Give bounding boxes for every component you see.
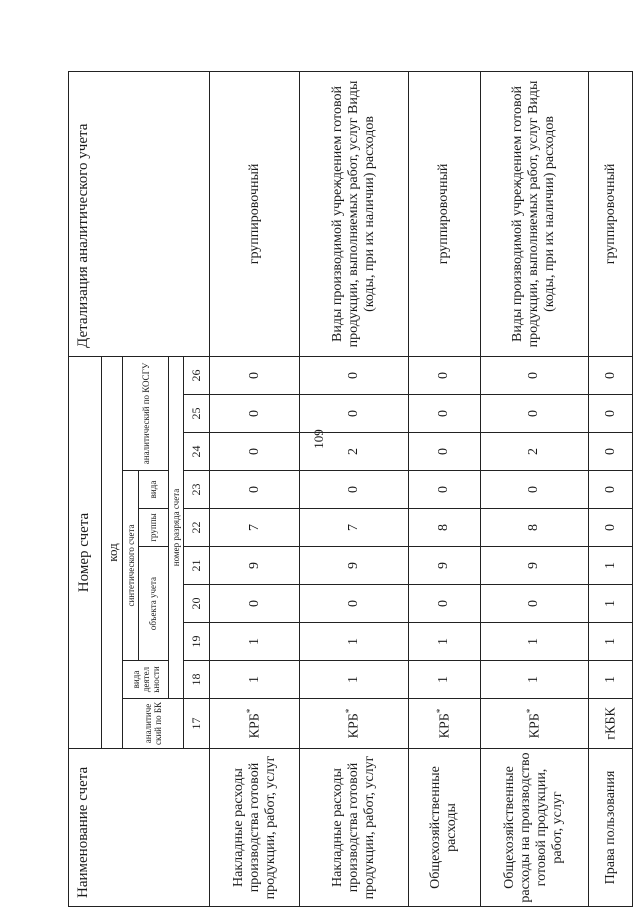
code-cell: 8 — [408, 509, 480, 547]
code-cell: 7 — [210, 509, 299, 547]
code-cell: 9 — [480, 547, 589, 585]
code-value: КРБ — [247, 713, 263, 739]
header-digit-number: номер разряда счета — [169, 356, 184, 698]
digit-23: 23 — [184, 471, 210, 509]
code-cell — [408, 699, 480, 749]
code-cell: 2 — [480, 433, 589, 471]
detail-cell: Виды производимой учреждением готовой продукции, выполняемых работ, услуг Виды (коды, при их наличии) расходов — [299, 71, 408, 356]
code-value: КРБ — [437, 713, 453, 739]
detail-cell: группировочный — [589, 71, 633, 356]
code-cell: 0 — [480, 395, 589, 433]
digit-26: 26 — [184, 356, 210, 394]
account-name: Накладные расходы производства готовой продукции, работ, услуг — [299, 749, 408, 907]
code-cell: 1 — [589, 547, 633, 585]
code-cell: 0 — [480, 471, 589, 509]
table-row — [408, 71, 480, 906]
code-cell: 1 — [589, 661, 633, 699]
digit-19: 19 — [184, 623, 210, 661]
header-analytic-detail: Детализация аналитического учета — [69, 71, 210, 356]
table-row — [480, 71, 589, 906]
table-container — [68, 72, 633, 907]
code-cell: 0 — [299, 356, 408, 394]
code-cell: 0 — [210, 356, 299, 394]
code-value: КРБ — [527, 713, 543, 739]
header-analytic-kosgu: аналитический по КОСГУ — [123, 356, 169, 470]
table-row — [299, 71, 408, 906]
code-cell: 0 — [589, 356, 633, 394]
code-cell: 0 — [408, 433, 480, 471]
table-row — [210, 71, 299, 906]
code-cell: 1 — [408, 623, 480, 661]
digit-24: 24 — [184, 433, 210, 471]
digit-25: 25 — [184, 395, 210, 433]
header-analytic-bk: аналитиче ский по БК — [123, 699, 184, 749]
code-cell: 0 — [408, 356, 480, 394]
page-number: 109 — [310, 429, 326, 449]
header-group: группы — [138, 509, 168, 547]
code-cell: 0 — [210, 433, 299, 471]
footnote-mark: * — [245, 708, 256, 714]
header-synthetic: синтетического счета — [123, 471, 138, 661]
code-cell: 0 — [480, 585, 589, 623]
rotated-page — [68, 72, 633, 907]
footnote-mark: * — [344, 708, 355, 714]
header-accounting-object: объекта учета — [138, 547, 168, 661]
code-cell: 0 — [589, 433, 633, 471]
header-code: код — [101, 356, 123, 748]
code-cell: 9 — [299, 547, 408, 585]
digit-18: 18 — [184, 661, 210, 699]
header-account-name: Наименование счета — [69, 749, 210, 907]
footnote-mark: * — [525, 708, 536, 714]
code-cell: 1 — [299, 661, 408, 699]
account-name: Накладные расходы производства готовой продукции, работ, услуг — [210, 749, 299, 907]
header-kind: вида — [138, 471, 168, 509]
code-cell: 1 — [299, 623, 408, 661]
code-cell: 9 — [210, 547, 299, 585]
detail-cell: Виды производимой учреждением готовой продукции, выполняемых работ, услуг Виды (коды, при их наличии) расходов — [480, 71, 589, 356]
code-cell: 0 — [589, 471, 633, 509]
code-cell: 0 — [589, 395, 633, 433]
code-cell: 0 — [299, 471, 408, 509]
code-cell: 0 — [408, 395, 480, 433]
code-cell: 1 — [210, 661, 299, 699]
code-cell: 0 — [299, 585, 408, 623]
digit-17: 17 — [184, 699, 210, 749]
code-cell — [589, 699, 633, 749]
code-cell: 0 — [408, 471, 480, 509]
digit-20: 20 — [184, 585, 210, 623]
footnote-mark: * — [434, 708, 445, 714]
code-cell: 0 — [589, 509, 633, 547]
account-name: Общехозяйственные расходы — [408, 749, 480, 907]
detail-cell: группировочный — [210, 71, 299, 356]
table-row — [589, 71, 633, 906]
code-cell: 1 — [480, 661, 589, 699]
code-cell: 0 — [210, 585, 299, 623]
code-cell — [480, 699, 589, 749]
code-cell: 7 — [299, 509, 408, 547]
code-cell: 8 — [480, 509, 589, 547]
code-cell: 0 — [210, 395, 299, 433]
detail-cell: группировочный — [408, 71, 480, 356]
code-cell: 0 — [299, 395, 408, 433]
code-cell: 1 — [210, 623, 299, 661]
header-account-number: Номер счета — [69, 356, 102, 748]
account-name: Права пользования — [589, 749, 633, 907]
header-activity-type: вида деятел ьности — [123, 661, 169, 699]
code-cell: 2 — [299, 433, 408, 471]
code-cell: 9 — [408, 547, 480, 585]
accounts-table — [68, 71, 633, 907]
code-cell: 1 — [589, 623, 633, 661]
code-cell — [299, 699, 408, 749]
code-cell: 0 — [480, 356, 589, 394]
code-cell: 1 — [480, 623, 589, 661]
code-cell: 0 — [210, 471, 299, 509]
digit-22: 22 — [184, 509, 210, 547]
code-cell — [210, 699, 299, 749]
digit-21: 21 — [184, 547, 210, 585]
account-name: Общехозяйственные расходы на производство готовой продукции, работ, услуг — [480, 749, 589, 907]
code-cell: 1 — [589, 585, 633, 623]
code-value: КРБ — [347, 713, 363, 739]
code-cell: 1 — [408, 661, 480, 699]
code-cell: 0 — [408, 585, 480, 623]
code-value: гКБК — [604, 707, 620, 740]
